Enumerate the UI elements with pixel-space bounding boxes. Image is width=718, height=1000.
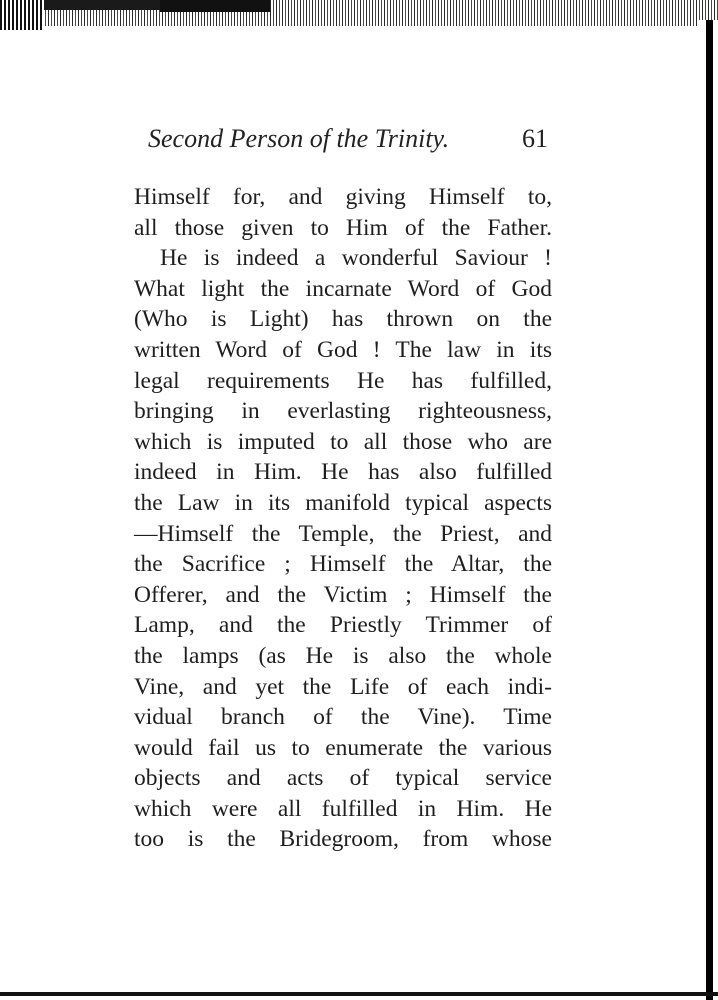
text-line: written Word of God ! The law in its bbox=[134, 336, 552, 363]
text-line: He is indeed a wonderful Saviour ! bbox=[160, 245, 552, 272]
text-line: (Who is Light) has thrown on the bbox=[134, 306, 552, 333]
scan-top-dark-strip bbox=[44, 0, 164, 10]
text-line: legal requirements He has fulfilled, bbox=[134, 367, 552, 394]
scan-bottom-edge bbox=[0, 992, 718, 996]
text-line: bringing in everlasting righteousness, bbox=[134, 398, 552, 425]
scan-top-left-mark bbox=[0, 0, 44, 30]
text-line: which is imputed to all those who are bbox=[134, 428, 552, 455]
text-line: —Himself the Temple, the Priest, and bbox=[134, 520, 552, 547]
page-number: 61 bbox=[522, 124, 548, 153]
body-text bbox=[134, 182, 552, 855]
text-line: the lamps (as He is also the whole bbox=[134, 642, 552, 669]
text-line: which were all fulfilled in Him. He bbox=[134, 795, 552, 822]
text-line: What light the incarnate Word of God bbox=[134, 275, 552, 302]
running-title: Second Person of the Trinity. bbox=[148, 124, 450, 153]
text-line: Vine, and yet the Life of each indi- bbox=[134, 673, 552, 700]
text-line: the Sacrifice ; Himself the Altar, the bbox=[134, 551, 552, 578]
text-line: indeed in Him. He has also fulfilled bbox=[134, 459, 552, 486]
text-line: vidual branch of the Vine). Time bbox=[134, 704, 552, 731]
scan-top-solid-strip bbox=[160, 0, 270, 12]
text-line: objects and acts of typical service bbox=[134, 765, 552, 792]
text-line: all those given to Him of the Father. bbox=[134, 214, 552, 241]
scan-right-edge bbox=[698, 20, 718, 1000]
text-line: too is the Bridegroom, from whose bbox=[134, 826, 552, 853]
text-line: Himself for, and giving Himself to, bbox=[134, 184, 552, 210]
text-line: the Law in its manifold typical aspects bbox=[134, 489, 552, 516]
running-head bbox=[148, 124, 548, 164]
text-line: Lamp, and the Priestly Trimmer of bbox=[134, 612, 552, 639]
text-line: Offerer, and the Victim ; Himself the bbox=[134, 581, 552, 608]
text-line: would fail us to enumerate the various bbox=[134, 734, 552, 761]
